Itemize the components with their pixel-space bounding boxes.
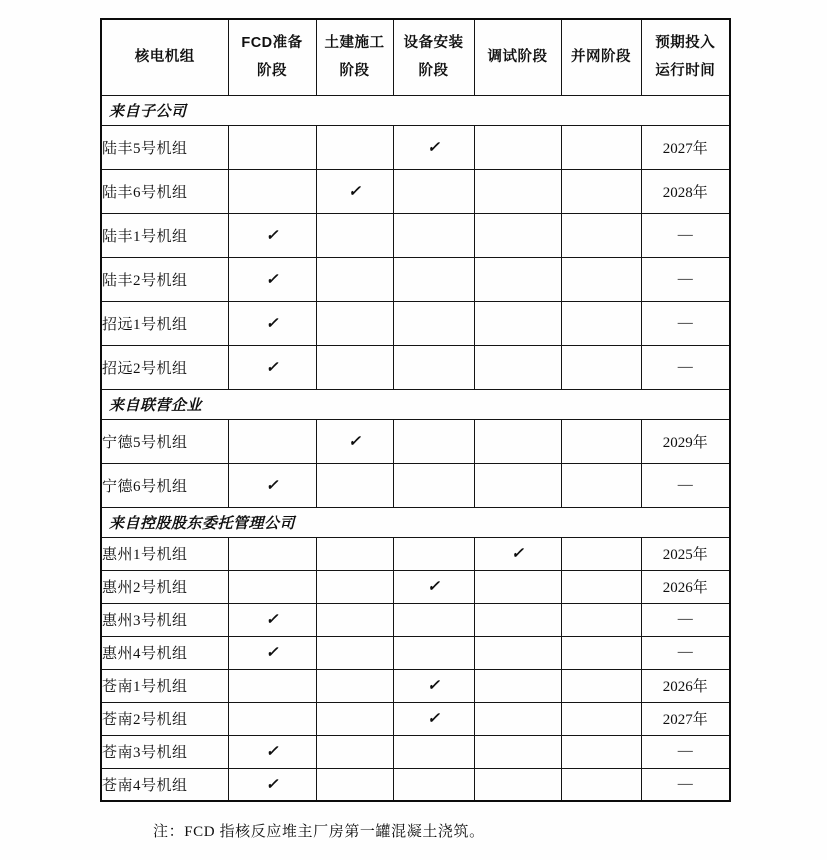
unit-name: 招远1号机组 [101,301,228,345]
empty-phase-cell [561,570,641,603]
unit-row [101,768,730,801]
empty-phase-cell [316,735,393,768]
expected-operation-time: — [641,636,730,669]
empty-phase-cell [561,768,641,801]
empty-phase-cell [474,125,561,169]
expected-operation-time: 2029年 [641,419,730,463]
unit-row [101,169,730,213]
empty-phase-cell [316,301,393,345]
unit-name: 陆丰2号机组 [101,257,228,301]
empty-phase-cell [316,636,393,669]
section-row [101,95,730,125]
empty-phase-cell [316,463,393,507]
expected-operation-time: — [641,257,730,301]
empty-phase-cell [393,768,474,801]
check-mark-icon: ✓ [393,125,474,169]
unit-row [101,702,730,735]
empty-phase-cell [474,345,561,389]
empty-phase-cell [561,603,641,636]
check-mark-icon: ✓ [316,419,393,463]
check-mark-icon: ✓ [474,537,561,570]
empty-phase-cell [474,301,561,345]
expected-operation-time: — [641,603,730,636]
empty-phase-cell [474,463,561,507]
empty-phase-cell [561,345,641,389]
check-mark-icon: ✓ [228,603,316,636]
check-mark-icon: ✓ [228,301,316,345]
column-header-line: 阶段 [257,63,287,80]
unit-row [101,213,730,257]
empty-phase-cell [393,345,474,389]
unit-name: 惠州3号机组 [101,603,228,636]
unit-name: 苍南2号机组 [101,702,228,735]
empty-phase-cell [316,213,393,257]
column-header-line: 核电机组 [134,49,195,66]
unit-name: 苍南1号机组 [101,669,228,702]
unit-name: 招远2号机组 [101,345,228,389]
check-mark-icon: ✓ [228,345,316,389]
nuclear-units-status-table [100,18,731,802]
unit-row [101,636,730,669]
header-row [101,19,730,95]
column-header-0 [101,19,228,95]
empty-phase-cell [561,169,641,213]
empty-phase-cell [474,169,561,213]
empty-phase-cell [316,570,393,603]
check-mark-icon: ✓ [393,702,474,735]
table-body [101,95,730,801]
unit-name: 陆丰6号机组 [101,169,228,213]
expected-operation-time: 2028年 [641,169,730,213]
empty-phase-cell [474,669,561,702]
column-header-2 [316,19,393,95]
column-header-line: 阶段 [339,63,370,80]
column-header-line: 预期投入 [655,34,716,51]
empty-phase-cell [561,669,641,702]
unit-row [101,669,730,702]
empty-phase-cell [228,669,316,702]
column-header-line: 运行时间 [655,63,716,80]
empty-phase-cell [561,735,641,768]
column-header-line: 土建施工 [324,34,385,51]
check-mark-icon: ✓ [228,463,316,507]
column-header-line: 并网阶段 [571,49,631,66]
column-header-5 [561,19,641,95]
empty-phase-cell [228,169,316,213]
unit-row [101,570,730,603]
empty-phase-cell [474,636,561,669]
unit-name: 苍南3号机组 [101,735,228,768]
empty-phase-cell [561,463,641,507]
unit-row [101,125,730,169]
empty-phase-cell [316,125,393,169]
section-row [101,389,730,419]
empty-phase-cell [474,768,561,801]
unit-name: 惠州2号机组 [101,570,228,603]
unit-row [101,603,730,636]
empty-phase-cell [474,419,561,463]
empty-phase-cell [316,603,393,636]
empty-phase-cell [474,603,561,636]
empty-phase-cell [316,702,393,735]
empty-phase-cell [474,735,561,768]
expected-operation-time: 2025年 [641,537,730,570]
column-header-3 [393,19,474,95]
expected-operation-time: — [641,213,730,257]
empty-phase-cell [474,702,561,735]
empty-phase-cell [316,669,393,702]
empty-phase-cell [316,768,393,801]
empty-phase-cell [561,419,641,463]
table-header [101,19,730,95]
empty-phase-cell [393,603,474,636]
empty-phase-cell [393,169,474,213]
empty-phase-cell [561,636,641,669]
empty-phase-cell [228,702,316,735]
empty-phase-cell [228,537,316,570]
column-header-6 [641,19,730,95]
unit-row [101,419,730,463]
expected-operation-time: — [641,301,730,345]
unit-row [101,345,730,389]
empty-phase-cell [561,301,641,345]
empty-phase-cell [228,419,316,463]
expected-operation-time: — [641,463,730,507]
unit-name: 宁德5号机组 [101,419,228,463]
section-row [101,507,730,537]
expected-operation-time: 2027年 [641,702,730,735]
column-header-1 [228,19,316,95]
check-mark-icon: ✓ [228,257,316,301]
check-mark-icon: ✓ [393,570,474,603]
empty-phase-cell [561,257,641,301]
empty-phase-cell [561,125,641,169]
check-mark-icon: ✓ [316,169,393,213]
empty-phase-cell [393,636,474,669]
column-header-line: 设备安装 [403,34,464,51]
empty-phase-cell [474,257,561,301]
check-mark-icon: ✓ [228,768,316,801]
unit-row [101,463,730,507]
unit-name: 惠州1号机组 [101,537,228,570]
empty-phase-cell [393,419,474,463]
unit-name: 陆丰1号机组 [101,213,228,257]
unit-row [101,301,730,345]
check-mark-icon: ✓ [228,213,316,257]
empty-phase-cell [316,345,393,389]
check-mark-icon: ✓ [393,669,474,702]
unit-name: 宁德6号机组 [101,463,228,507]
empty-phase-cell [393,463,474,507]
section-title: 来自控股股东委托管理公司 [101,507,730,537]
expected-operation-time: 2026年 [641,570,730,603]
unit-name: 苍南4号机组 [101,768,228,801]
expected-operation-time: — [641,768,730,801]
empty-phase-cell [474,213,561,257]
unit-name: 惠州4号机组 [101,636,228,669]
empty-phase-cell [228,570,316,603]
unit-row [101,735,730,768]
unit-row [101,257,730,301]
check-mark-icon: ✓ [228,735,316,768]
section-title: 来自联营企业 [101,389,730,419]
empty-phase-cell [316,537,393,570]
empty-phase-cell [393,257,474,301]
section-title: 来自子公司 [101,95,730,125]
footnote: 注：FCD 指核反应堆主厂房第一罐混凝土浇筑。 [153,824,485,840]
expected-operation-time: — [641,345,730,389]
expected-operation-time: 2026年 [641,669,730,702]
column-header-line: 调试阶段 [487,49,548,66]
column-header-line: FCD准备 [241,34,303,51]
empty-phase-cell [561,702,641,735]
column-header-4 [474,19,561,95]
empty-phase-cell [393,301,474,345]
empty-phase-cell [561,213,641,257]
empty-phase-cell [474,570,561,603]
empty-phase-cell [393,537,474,570]
unit-row [101,537,730,570]
expected-operation-time: 2027年 [641,125,730,169]
unit-name: 陆丰5号机组 [101,125,228,169]
empty-phase-cell [316,257,393,301]
column-header-line: 阶段 [418,63,449,80]
check-mark-icon: ✓ [228,636,316,669]
expected-operation-time: — [641,735,730,768]
empty-phase-cell [561,537,641,570]
empty-phase-cell [393,735,474,768]
empty-phase-cell [393,213,474,257]
empty-phase-cell [228,125,316,169]
